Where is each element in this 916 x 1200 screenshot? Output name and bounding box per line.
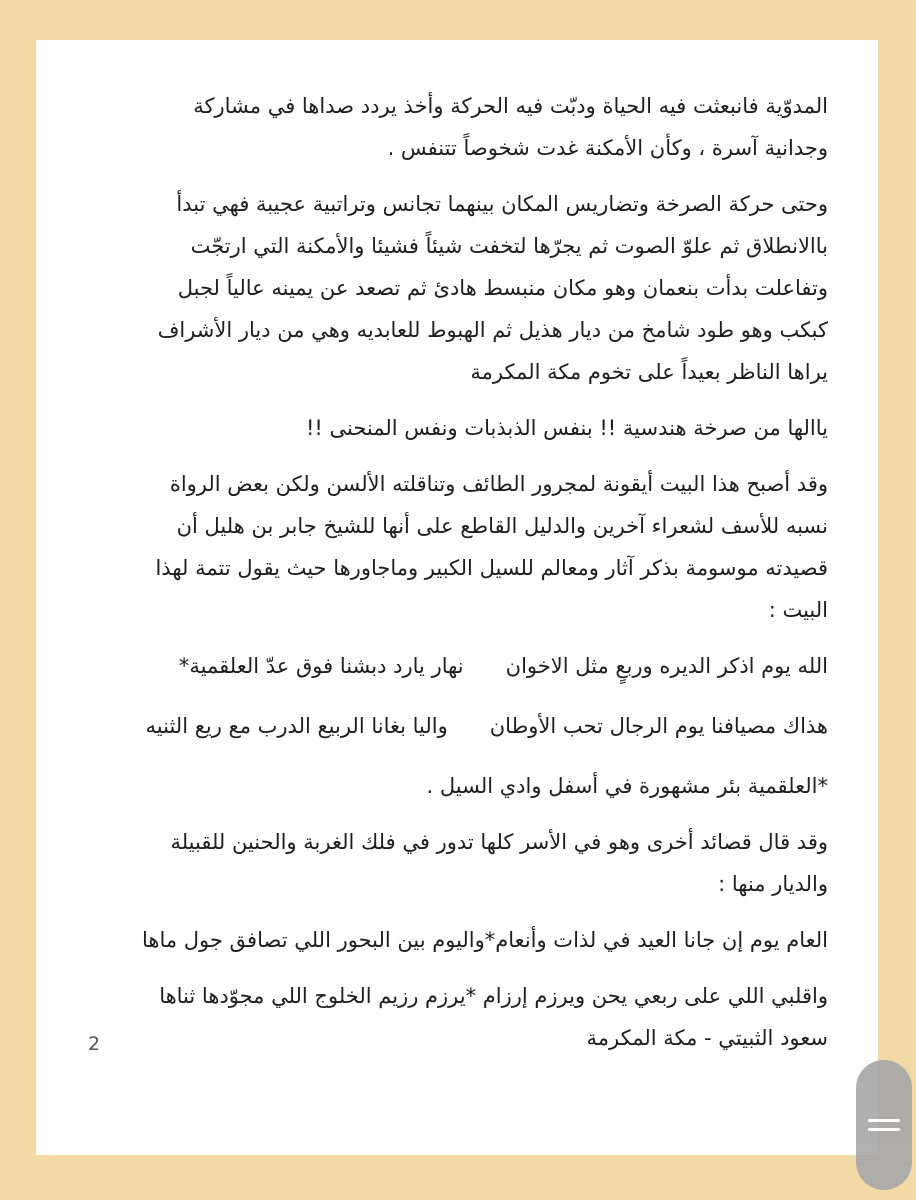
text-line: ياالها من صرخة هندسية !! بنفس الذبذبات ونفس المنحنى !!: [305, 416, 828, 440]
text-line: وقد قال قصائد أخرى وهو في الأسر كلها تدور في فلك الغربة والحنين للقبيلة: [170, 830, 828, 854]
verse-line-1: [98, 645, 828, 687]
closing-paragraph: [98, 821, 828, 905]
footnote-text: *العلقمية بئر مشهورة في أسفل وادي السيل .: [426, 774, 828, 798]
text-line: نسبه للأسف لشعراء آخرين والدليل القاطع على أنها للشيخ جابر بن هليل أن: [176, 514, 828, 538]
text-line: البيت :: [768, 598, 828, 622]
verse-second-hemistich: نهار يارد دبشنا فوق عدّ العلقمية*: [178, 654, 464, 678]
text-line: والديار منها :: [718, 872, 828, 896]
text-line: المدوّية فانبعثت فيه الحياة ودبّت فيه الحركة وأخذ يردد صداها في مشاركة: [193, 94, 828, 118]
poem-line-1: [98, 919, 828, 961]
text-line: وحتى حركة الصرخة وتضاريس المكان بينهما تجانس وتراتبية عجيبة فهي تبدأ: [176, 192, 828, 216]
verse-first-hemistich: الله يوم اذكر الديره وربعٍ مثل الاخوان: [505, 654, 828, 678]
text-line: وجدانية آسرة ، وكأن الأمكنة غدت شخوصاً تتنفس .: [387, 136, 828, 160]
page-number: 2: [88, 1033, 101, 1055]
scroll-handle[interactable]: [856, 1060, 912, 1190]
poem-text: العام يوم إن جانا العيد في لذات وأنعام*واليوم بين البحور اللي تصافق جول ماها: [141, 928, 828, 952]
paragraph-1: [98, 85, 828, 169]
poem-block: [98, 975, 828, 1059]
text-line: قصيدته موسومة بذكر آثار ومعالم للسيل الكبير وماجاورها حيث يقول تتمة لهذا: [155, 556, 828, 580]
text-line: كبكب وهو طود شامخ من ديار هذيل ثم الهبوط للعابديه وهي من ديار الأشراف: [157, 318, 828, 342]
verse-line-2: [98, 705, 828, 747]
text-line: يراها الناظر بعيداً على تخوم مكة المكرمة: [470, 360, 828, 384]
paragraph-2: [98, 183, 828, 393]
author-signature: سعود الثبيتي - مكة المكرمة: [586, 1026, 828, 1050]
article-body: [98, 85, 828, 1059]
text-line: باالانطلاق ثم علوّ الصوت ثم يجرّها لتخفت شيئاً فشيئا والأمكنة التي ارتجّت: [190, 234, 828, 258]
document-page: [36, 40, 878, 1155]
verse-first-hemistich: هذاك مصيافنا يوم الرجال تحب الأوطان: [489, 714, 828, 738]
footnote: [98, 765, 828, 807]
paragraph-3: [98, 407, 828, 449]
text-line: وتفاعلت بدأت بنعمان وهو مكان منبسط هادئ ثم تصعد عن يمينه عالياً لجبل: [177, 276, 828, 300]
paragraph-4: [98, 463, 828, 631]
grip-line-icon: [868, 1128, 900, 1131]
grip-line-icon: [868, 1119, 900, 1122]
poem-text: واقلبي اللي على ربعي يحن ويرزم إرزام *يرزم رزيم الخلوج اللي مجوّدها ثناها: [159, 984, 828, 1008]
text-line: وقد أصبح هذا البيت أيقونة لمجرور الطائف وتناقلته الألسن ولكن بعض الرواة: [169, 472, 828, 496]
verse-second-hemistich: واليا بغانا الربيع الدرب مع ريع الثنيه: [145, 714, 448, 738]
